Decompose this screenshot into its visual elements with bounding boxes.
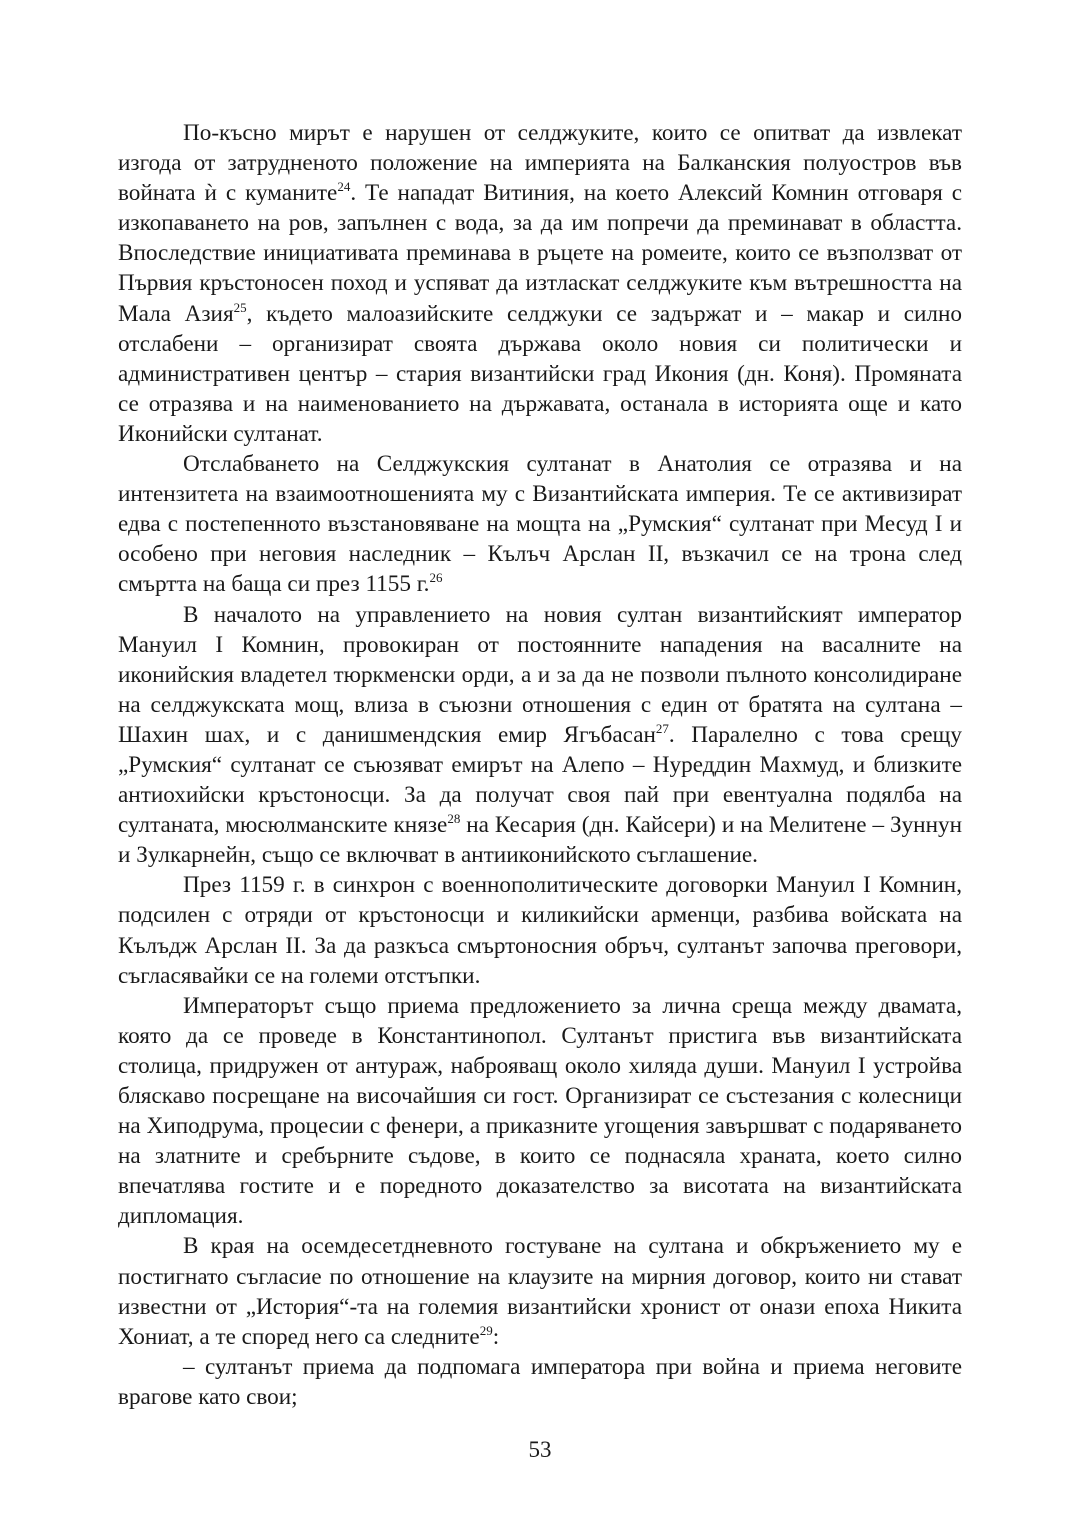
paragraph-5 xyxy=(118,991,962,1232)
footnote-ref-27[interactable]: 27 xyxy=(655,720,669,736)
text-run: В края на осемдесетдневното гостуване на султана и обкръжението му е постигнато съгласие по отношение на клаузите на мирния договор, които ни стават известни от „История“-та на големия византийски хронист от онази епоха Никита Хониат, а те според него са следните xyxy=(118,1233,962,1350)
text-run: . Те нападат Витиния, на което Алексий Комнин отговаря с изкопаването на ров, запълнен с вода, за да им попречи да преминават в областта. Впоследствие инициативата преминава в ръцете на ромеите, които се възползват от Първия кръстоносен поход и успяват да изтласкат селджуките към вътрешността на Мала Азия xyxy=(118,180,962,327)
paragraph-2 xyxy=(118,449,962,599)
main-text xyxy=(118,118,962,1412)
footnote-ref-26[interactable]: 26 xyxy=(429,570,443,586)
footnote-ref-24[interactable]: 24 xyxy=(337,179,351,195)
text-run: – султанът приема да подпомага императора при война и приема неговите врагове като свои; xyxy=(118,1353,962,1410)
text-run: В началото на управлението на новия султан византийският император Мануил I Комнин, провокиран от постоянните нападения на васалните на иконийския владетел тюркменски орди, а и за да не позволи пълното консолидиране на селджукската мощ, влиза в съюзни отношения с един от братята на султана – Шахин шах, и с данишмендския емир Ягъбасан xyxy=(118,601,962,748)
text-run: През 1159 г. в синхрон с военнополитическите договорки Мануил I Комнин, подсилен с отряди от кръстоносци и киликийски арменци, разбива войската на Кълъдж Арслан II. За да разкъса смъртоносния обръч, султанът започва преговори, съгласявайки се на големи отстъпки. xyxy=(118,872,962,989)
text-run: Императорът също приема предложението за лична среща между двамата, която да се проведе в Константинопол. Султанът пристига във византийската столица, придружен от антураж, наброяващ около хиляда души. Мануил I устройва бляскаво посрещане на височайшия си гост. Организират се състезания с колесници на Хиподрума, процесии с фенери, а приказните угощения завършват с подаряването на златните и сребърните съдове, в които се поднасяла храната, което силно впечатлява гостите и е поредното доказателство за висотата на византийската дипломация. xyxy=(118,992,962,1230)
paragraph-6 xyxy=(118,1231,962,1351)
footnote-ref-28[interactable]: 28 xyxy=(447,811,461,827)
page-number: 53 xyxy=(528,1437,552,1462)
paragraph-1 xyxy=(118,118,962,449)
text-run: на Кесария (дн. Кайсери) и на Мелитене – Зуннун и Зулкарнейн, също се включват в антииконийското съглашение. xyxy=(118,812,962,869)
text-run: : xyxy=(492,1323,500,1350)
paragraph-4 xyxy=(118,870,962,990)
text-run: , където малоазийските селджуки се задържат и – макар и силно отслабени – организират своята държава около новия си политически и административен център – стария византийски град Икония (дн. Коня). Промяната се отразява и на наименованието на държавата, останала в историята още и като Иконийски султанат. xyxy=(118,300,962,447)
footnote-ref-29[interactable]: 29 xyxy=(479,1322,493,1338)
paragraph-7 xyxy=(118,1352,962,1412)
text-run: . Паралелно с това срещу „Румския“ султанат се съюзяват емирът на Алепо – Нуреддин Махмуд, и близките антиохийски кръстоносци. За да получат своя пай при евентуална подялба на султаната, мюсюлманските князе xyxy=(118,721,962,839)
footnote-ref-25[interactable]: 25 xyxy=(233,299,247,315)
paragraph-3 xyxy=(118,600,962,871)
text-run: Отслабването на Селджукския султанат в Анатолия се отразява и на интензитета на взаимоотношенията му с Византийската империя. Те се активизират едва с постепенното възстановяване на мощта на „Румския“ султанат при Месуд I и особено при неговия наследник – Кълъч Арслан II, възкачил се на трона след смъртта на баща си през 1155 г. xyxy=(118,451,962,598)
text-run: По-късно мирът е нарушен от селджуките, които се опитват да извлекат изгода от затрудненото положение на империята на Балканския полуостров във войната ѝ с куманите xyxy=(118,120,962,207)
